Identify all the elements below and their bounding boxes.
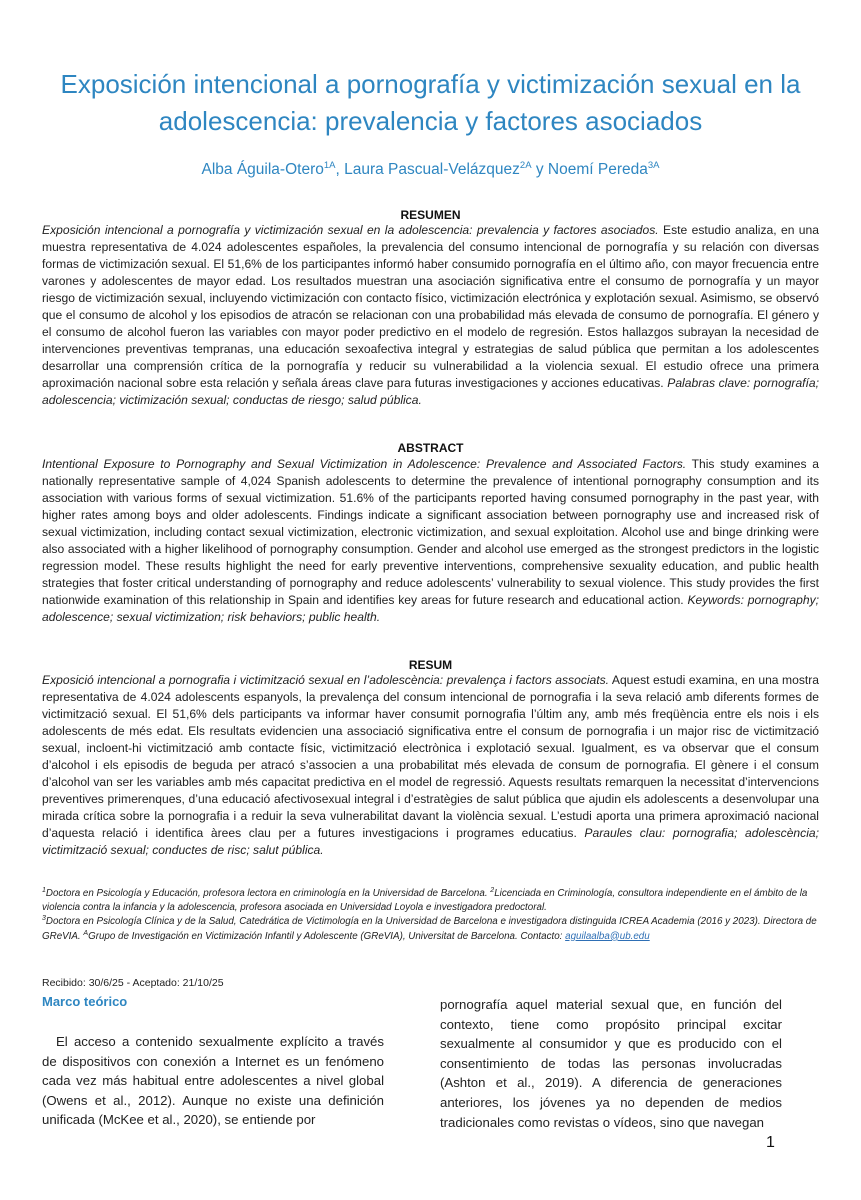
abstract-body: This study examines a nationally representative sample of 4,024 Spanish adolescents to determine the prevalence of intentional pornography consumption and its association with various forms of sexual victimization. 51.6% of the participants reported having consumed pornography in the past year, with higher rates among boys and older adolescents. Findings indicate a significant association between pornography use and increased risk of sexual victimization, including contact sexual victimization, electronic victimization, and sexual exploitation. Alcohol use and binge drinking were also associated with a higher likelihood of pornography consumption. Gender and alcohol use emerged as the strongest predictors in the logistic regression model. These results highlight the need for early preventive interventions, comprehensive sexuality education, and public health strategies that foster critical understanding of pornography and reduce adolescents’ vulnerability to sexual violence. This study provides the first nationwide examination of this relationship in Spain and identifies key areas for future research and educational action. — [42, 457, 819, 608]
footnote-text: Grupo de Investigación en Victimización Infantil y Adolescente (GReVIA), Universitat de Barcelona. Contacto: — [88, 930, 563, 942]
author-separator: , — [335, 161, 345, 178]
abstract-title: Intentional Exposure to Pornography and Sexual Victimization in Adolescence: Prevalence and Associated Factors. — [42, 457, 687, 471]
abstract-keywords: Keywords: pornography; adolescence; sexual victimization; risk behaviors; public health. — [42, 593, 819, 625]
author-affiliation: 3A — [647, 160, 660, 171]
resumen-text — [42, 222, 819, 410]
footnote-marker: 2 — [490, 887, 495, 894]
received-accepted-dates: Recibido: 30/6/25 - Aceptado: 21/10/25 — [42, 977, 224, 989]
footnote-marker: 1 — [42, 887, 46, 894]
author-list — [40, 160, 821, 180]
author-affiliation: 1A — [323, 160, 336, 171]
affiliation-footnote — [42, 887, 819, 944]
resum-text — [42, 672, 819, 860]
resumen-title: Exposición intencional a pornografía y victimización sexual en la adolescencia: prevalencia y factores asociados. — [42, 223, 659, 237]
body-column-right: pornografía aquel material sexual que, en función del contexto, tiene como propósito principal excitar sexualmente al consumidor y que es producido con el consentimiento de todas las personas involucradas (Ashton et al., 2019). A diferencia de generaciones anteriores, los jóvenes ya no dependen de medios tradicionales como revistas o vídeos, sino que navegan — [440, 997, 782, 1130]
page-number: 1 — [766, 1134, 775, 1151]
footnote-text: Doctora en Psicología Clínica y de la Salud, Catedrática de Victimología en la Universidad de Barcelona e investigadora distinguida ICREA Academia (2016 y 2023). Directora de GReVIA. — [42, 916, 817, 942]
author-name: Laura Pascual-Velázquez — [344, 161, 520, 178]
resumen-keywords: Palabras clave: pornografía; adolescencia; victimización sexual; conductas de riesgo; salud pública. — [42, 376, 819, 408]
body-column-left: El acceso a contenido sexualmente explícito a través de dispositivos con conexión a Internet es un fenómeno cada vez más habitual entre adolescentes a nivel global (Owens et al., 2012). Aunque no existe una definición unificada (McKee et al., 2020), se entiende por — [42, 1034, 384, 1128]
author-name: Noemí Pereda — [547, 161, 648, 178]
footnote-marker: 3 — [42, 915, 46, 923]
author-affiliation: 2A — [519, 160, 532, 171]
author-separator: y — [531, 161, 548, 178]
author-name: Alba Águila-Otero — [201, 161, 324, 178]
footnote-text: Licenciada en Criminología, consultora independiente en el ámbito de la violencia contra la infancia y la adolescencia, profesora asociada en Universidad Loyola e investigadora predoctoral. — [42, 888, 808, 914]
abstract-text — [42, 456, 819, 626]
resumen-body: Este estudio analiza, en una muestra representativa de 4.024 adolescentes españoles, la prevalencia del consumo intencional de pornografía y su relación con diversas formas de victimización sexual. El 51,6% de los participantes informó haber consumido pornografía en el último año, con mayor frecuencia entre varones y adolescentes de mayor edad. Los resultados muestran una asociación significativa entre el consumo de pornografía y un mayor riesgo de victimización sexual, incluyendo victimización con contacto físico, victimización electrónica y explotación sexual. Asimismo, se observó que el consumo de alcohol y los episodios de atracón se relacionan con una probabilidad más elevada de consumo de pornografía. El género y el consumo de alcohol fueron las variables con mayor poder predictivo en el modelo de regresión. Estos hallazgos subrayan la necesidad de intervenciones preventivas tempranas, una educación sexoafectiva integral y estrategias de salud pública que permitan a los adolescentes desarrollar una comprensión crítica de la pornografía y reducir su vulnerabilidad a la violencia sexual. El estudio ofrece una primera aproximación nacional sobre esta relación y señala áreas clave para futuras investigaciones y acciones educativas. — [42, 223, 819, 391]
resum-body: Aquest estudi examina, en una mostra representativa de 4.024 adolescents espanyols, la prevalença del consum intencional de pornografia i la seva relació amb diferents formes de victimització sexual. El 51,6% dels participants va informar haver consumit pornografia l’últim any, amb més freqüència entre els nois i els adolescents de més edat. Els resultats evidencien una associació significativa entre el consum de pornografia i un major risc de victimització sexual, incloent-hi victimització amb contacte físic, victimització electrònica i explotació sexual. Igualment, es va observar que el consum d’alcohol i els episodis de beguda per atracó s’associen a una probabilitat més elevada de consum de pornografia. El gènere i el consum d’alcohol van ser les variables amb més capacitat predictiva en el model de regressió. Aquests resultats remarquen la necessitat d’intervencions preventives primerenques, d’una educació afectivosexual integral i d’estratègies de salut pública que ajudin els adolescents a desenvolupar una mirada crítica sobre la pornografia i a reduir la seva vulnerabilitat davant la violència sexual. L’estudi aporta una primera aproximació nacional d’aquesta relació i identifica àrees clau per a futures investigacions i programes educatius. — [42, 673, 819, 841]
resum-keywords: Paraules clau: pornografia; adolescència; victimització sexual; conductes de risc; salut pública. — [42, 826, 819, 858]
section-title: Marco teórico — [42, 994, 128, 1009]
footnote-marker: A — [83, 929, 89, 937]
abstract-heading: ABSTRACT — [397, 441, 464, 455]
resumen-heading: RESUMEN — [400, 208, 461, 222]
resum-title: Exposició intencional a pornografia i victimització sexual en l’adolescència: prevalença i factors associats. — [42, 673, 610, 687]
paper-title: Exposición intencional a pornografía y victimización sexual en la adolescencia: prevalencia y factores asociados — [60, 69, 801, 136]
footnote-text: Doctora en Psicología y Educación, profesora lectora en criminología en la Universidad de Barcelona. — [45, 888, 488, 899]
contact-email-link[interactable]: aguilaalba@ub.edu — [565, 930, 650, 942]
resum-heading: RESUM — [408, 658, 453, 672]
